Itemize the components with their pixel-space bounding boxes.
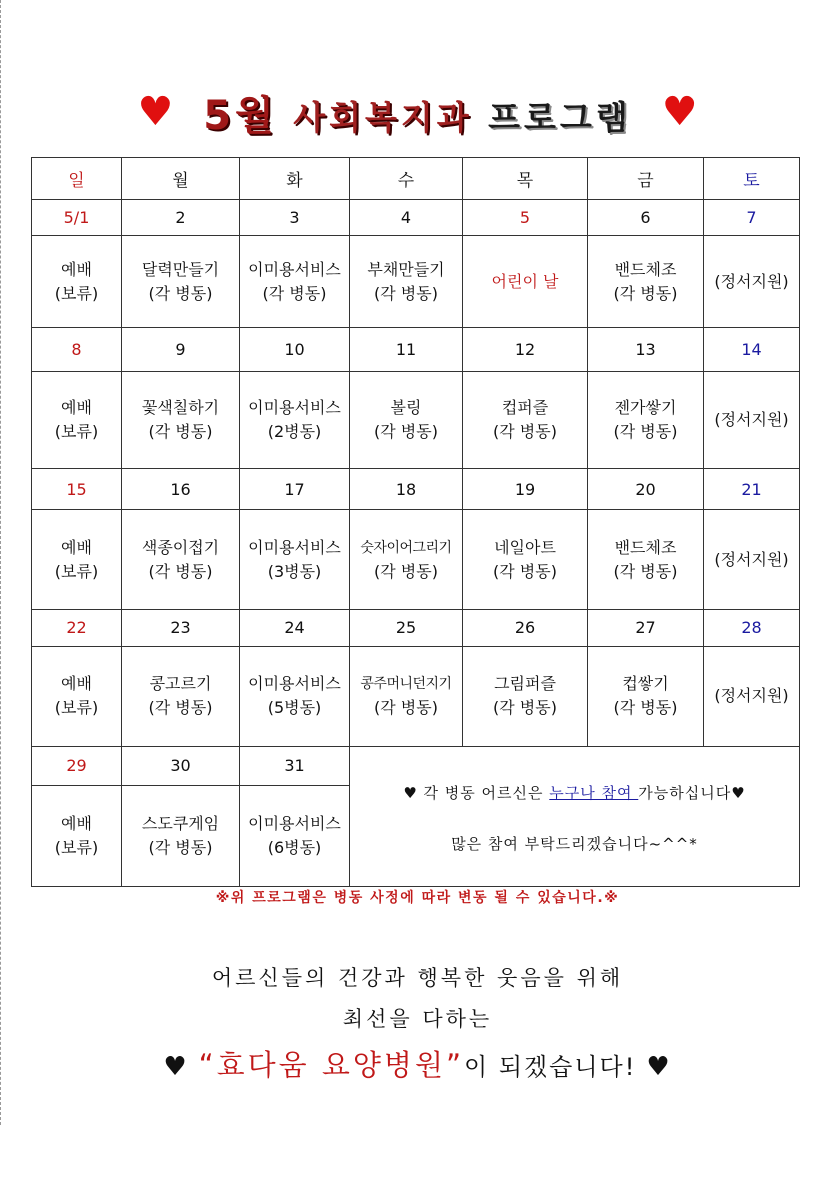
date-row (32, 609, 800, 646)
program-name: (정서지원) (714, 410, 789, 430)
program-name: 이미용서비스 (248, 259, 341, 279)
program-ward: (각 병동) (148, 837, 213, 857)
program-name: 컵퍼즐 (501, 398, 549, 418)
program-ward: (각 병동) (374, 698, 438, 718)
date-cell: 8 (32, 328, 122, 372)
program-row (32, 372, 800, 469)
title-program: 프로그램 (488, 97, 632, 137)
program-cell (350, 510, 463, 609)
date-cell: 30 (122, 746, 240, 785)
date-cell: 27 (588, 609, 704, 646)
date-cell: 21 (704, 469, 800, 510)
program-ward: (보류) (54, 837, 99, 857)
date-cell: 7 (704, 200, 800, 236)
program-ward: (각 병동) (493, 698, 557, 718)
date-row (32, 200, 800, 236)
date-cell: 3 (240, 200, 350, 236)
hospital-name: “효다움 요양병원” (198, 1048, 464, 1082)
program-name: 이미용서비스 (248, 398, 341, 418)
heart-icon: ♥ (646, 1052, 672, 1082)
program-name: 달력만들기 (141, 259, 220, 279)
program-name: 숫자이어그리기 (360, 539, 452, 556)
program-cell (588, 510, 704, 609)
program-cell (240, 510, 350, 609)
program-calendar (31, 157, 800, 887)
date-cell: 24 (240, 609, 350, 646)
program-name: 볼링 (390, 398, 422, 418)
title-dept: 사회복지과 (293, 97, 473, 137)
program-ward: (각 병동) (613, 283, 678, 303)
program-name: 컵쌓기 (622, 674, 669, 694)
program-ward: (각 병동) (148, 561, 213, 581)
program-name: (정서지원) (714, 686, 789, 706)
program-name: 예배 (61, 537, 92, 557)
program-cell (463, 372, 588, 469)
change-disclaimer: ※위 프로그램은 병동 사정에 따라 변동 될 수 있습니다.※ (215, 890, 620, 906)
program-name: 네일아트 (494, 537, 556, 557)
program-ward: (각 병동) (613, 422, 678, 442)
program-name: (정서지원) (714, 271, 789, 291)
program-name: 그림퍼즐 (494, 674, 556, 694)
program-ward: (보류) (54, 561, 99, 581)
weekday-sat: 토 (704, 158, 800, 200)
weekday-tue: 화 (240, 158, 350, 200)
program-ward: (보류) (54, 422, 99, 442)
heart-icon: ♥ (661, 89, 698, 135)
date-cell: 20 (588, 469, 704, 510)
program-name: 부채만들기 (367, 259, 445, 279)
program-cell (463, 646, 588, 746)
program-cell (122, 646, 240, 746)
weekday-mon: 월 (122, 158, 240, 200)
date-cell: 16 (122, 469, 240, 510)
date-cell: 5 (463, 200, 588, 236)
note-text: ♥ 각 병동 어르신은 (403, 784, 550, 803)
date-cell: 12 (463, 328, 588, 372)
program-name: 콩주머니던지기 (360, 676, 452, 693)
date-cell: 23 (122, 609, 240, 646)
program-ward: (각 병동) (493, 561, 557, 581)
program-name: 꽃색칠하기 (141, 398, 220, 418)
date-cell: 18 (350, 469, 463, 510)
weekday-sun: 일 (32, 158, 122, 200)
holiday-label: 어린이 날 (491, 271, 559, 291)
date-row (32, 328, 800, 372)
program-cell (122, 236, 240, 328)
page-title (0, 84, 835, 140)
program-cell (588, 236, 704, 328)
title-month: 5월 (203, 92, 278, 139)
program-ward: (각 병동) (374, 422, 438, 442)
program-ward: (6병동) (267, 837, 322, 857)
weekday-fri: 금 (588, 158, 704, 200)
date-cell: 19 (463, 469, 588, 510)
program-name: 예배 (61, 398, 92, 418)
program-cell (463, 510, 588, 609)
program-name: 젠가쌓기 (614, 398, 677, 418)
program-name: 이미용서비스 (248, 537, 341, 557)
program-cell (122, 372, 240, 469)
program-cell (240, 785, 350, 886)
date-cell: 25 (350, 609, 463, 646)
closing-line-2: 최선을 다하는 (342, 1007, 493, 1031)
date-cell: 4 (350, 200, 463, 236)
date-cell: 5/1 (32, 200, 122, 236)
program-name: 밴드체조 (614, 537, 677, 557)
program-cell (588, 646, 704, 746)
program-row (32, 236, 800, 328)
date-cell: 13 (588, 328, 704, 372)
program-cell (32, 372, 122, 469)
program-cell (122, 785, 240, 886)
program-cell (350, 372, 463, 469)
date-cell: 10 (240, 328, 350, 372)
program-name: 색종이접기 (141, 537, 220, 557)
program-cell (32, 785, 122, 886)
heart-icon: ♥ (137, 89, 174, 135)
program-cell (240, 372, 350, 469)
program-cell (704, 510, 800, 609)
page-margin-rule (0, 0, 2, 1125)
program-cell (350, 236, 463, 328)
program-name: 예배 (61, 259, 92, 279)
program-ward: (각 병동) (613, 698, 678, 718)
date-cell: 9 (122, 328, 240, 372)
date-cell: 29 (32, 746, 122, 785)
program-name: 스도쿠게임 (141, 813, 220, 833)
program-cell (240, 646, 350, 746)
date-row (32, 469, 800, 510)
program-cell (240, 236, 350, 328)
program-cell (463, 236, 588, 328)
program-name: 콩고르기 (149, 674, 212, 694)
program-row (32, 646, 800, 746)
program-name: 예배 (61, 813, 92, 833)
program-ward: (각 병동) (613, 561, 678, 581)
weekday-header-row (32, 158, 800, 200)
date-cell: 15 (32, 469, 122, 510)
date-cell: 11 (350, 328, 463, 372)
program-cell (704, 372, 800, 469)
program-ward: (5병동) (267, 698, 322, 718)
note-line-1 (350, 782, 799, 803)
program-ward: (각 병동) (148, 698, 213, 718)
program-ward: (보류) (54, 698, 99, 718)
program-ward: (각 병동) (374, 561, 438, 581)
program-name: 이미용서비스 (248, 674, 341, 694)
closing-text: 이 되겠습니다! (464, 1053, 637, 1081)
note-highlight: 누구나 참여 (549, 784, 639, 803)
program-name: (정서지원) (714, 549, 789, 569)
date-row (32, 746, 800, 785)
weekday-wed: 수 (350, 158, 463, 200)
title-text (203, 84, 631, 141)
date-cell: 28 (704, 609, 800, 646)
date-cell: 6 (588, 200, 704, 236)
program-cell (704, 646, 800, 746)
date-cell: 2 (122, 200, 240, 236)
program-cell (588, 372, 704, 469)
closing-line-3 (0, 1043, 835, 1084)
program-ward: (각 병동) (493, 422, 557, 442)
date-cell: 31 (240, 746, 350, 785)
note-line-2: 많은 참여 부탁드리겠습니다~^^* (451, 835, 698, 854)
weekday-thu: 목 (463, 158, 588, 200)
note-text: 가능하십니다♥ (638, 784, 746, 803)
program-cell (32, 646, 122, 746)
program-ward: (보류) (54, 283, 99, 303)
date-cell: 26 (463, 609, 588, 646)
program-row (32, 510, 800, 609)
program-name: 예배 (61, 674, 92, 694)
program-ward: (각 병동) (148, 283, 213, 303)
program-name: 이미용서비스 (248, 813, 341, 833)
program-cell (32, 510, 122, 609)
program-ward: (각 병동) (262, 283, 327, 303)
date-cell: 17 (240, 469, 350, 510)
program-ward: (2병동) (267, 422, 322, 442)
program-cell (32, 236, 122, 328)
program-ward: (각 병동) (148, 422, 213, 442)
program-cell (122, 510, 240, 609)
date-cell: 14 (704, 328, 800, 372)
closing-line-1: 어르신들의 건강과 행복한 웃음을 위해 (211, 966, 624, 990)
date-cell: 22 (32, 609, 122, 646)
program-cell (350, 646, 463, 746)
program-ward: (3병동) (267, 561, 322, 581)
program-name: 밴드체조 (614, 259, 677, 279)
participation-note (350, 746, 800, 886)
heart-icon: ♥ (163, 1052, 189, 1082)
program-cell (704, 236, 800, 328)
program-ward: (각 병동) (374, 283, 438, 303)
